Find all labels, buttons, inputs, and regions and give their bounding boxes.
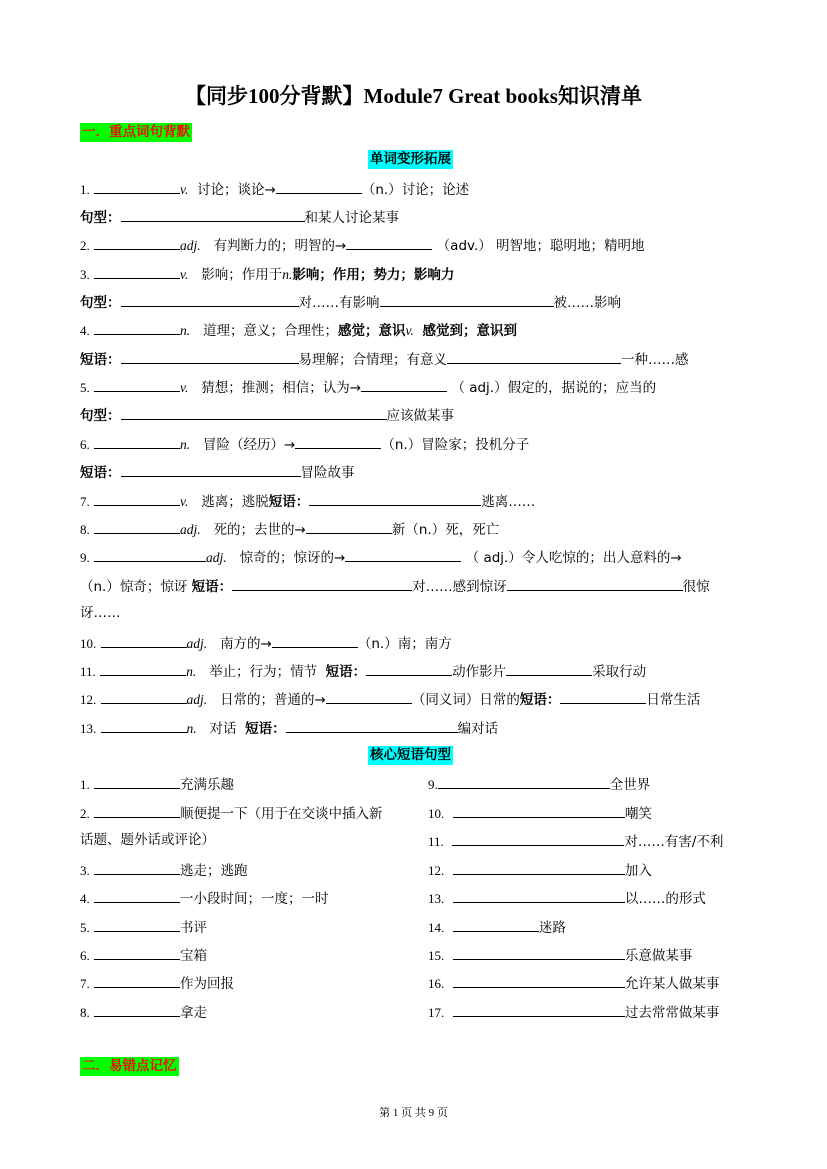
answer-blank[interactable] [121, 349, 299, 364]
phrase-item-10: 10. 嘲笑 [428, 803, 652, 823]
answer-blank[interactable] [101, 689, 187, 704]
subheading-core-phrases: 核心短语句型 [370, 747, 451, 763]
word-item-9: 9. adj. 惊奇的；惊讶的→ （ adj.）令人吃惊的；出人意料的→ [80, 547, 682, 567]
answer-blank[interactable] [506, 661, 592, 676]
answer-blank[interactable] [453, 888, 625, 903]
phrase-item-14: 14. 迷路 [428, 917, 566, 937]
answer-blank[interactable] [94, 803, 180, 818]
phrase-item-5: 5. 书评 [80, 917, 207, 937]
word-item-6: 6. n. 冒险（经历）→ （n.）冒险家；投机分子 [80, 434, 529, 454]
answer-blank[interactable] [121, 207, 305, 222]
phrase-item-7: 7. 作为回报 [80, 973, 234, 993]
answer-blank[interactable] [94, 264, 180, 279]
answer-blank[interactable] [309, 491, 481, 506]
answer-blank[interactable] [276, 179, 362, 194]
answer-blank[interactable] [94, 917, 180, 932]
answer-blank[interactable] [94, 1002, 180, 1017]
answer-blank[interactable] [94, 179, 180, 194]
word-item-10: 10. adj. 南方的→ （n.）南；南方 [80, 633, 452, 653]
word-item-8: 8. adj. 死的；去世的→ 新（n.）死，死亡 [80, 519, 499, 539]
answer-blank[interactable] [94, 491, 180, 506]
answer-blank[interactable] [272, 633, 358, 648]
answer-blank[interactable] [452, 831, 624, 846]
answer-blank[interactable] [94, 320, 180, 335]
phrase-item-1: 1. 充满乐趣 [80, 774, 234, 794]
page-title: 【同步100分背默】Module7 Great books知识清单 [185, 84, 642, 108]
answer-blank[interactable] [447, 349, 621, 364]
answer-blank[interactable] [94, 434, 180, 449]
answer-blank[interactable] [121, 405, 387, 420]
answer-blank[interactable] [453, 973, 625, 988]
word-item-3: 3. v. 影响；作用于n.影响；作用；势力；影响力 [80, 264, 454, 284]
phrase-4: 短语： 易理解；合情理；有意义 一种……感 [80, 349, 689, 369]
word-item-1: 1. v. 讨论；谈论→ （n.）讨论；论述 [80, 179, 469, 199]
answer-blank[interactable] [453, 803, 625, 818]
phrase-item-2: 2. 顺便提一下（用于在交谈中插入新 [80, 803, 383, 823]
sentence-pattern-5: 句型： 应该做某事 [80, 405, 454, 425]
word-item-2: 2. adj. 有判断力的；明智的→ （adv.） 明智地；聪明地；精明地 [80, 235, 645, 255]
phrase-item-12: 12. 加入 [428, 860, 652, 880]
phrase-6: 短语： 冒险故事 [80, 462, 355, 482]
answer-blank[interactable] [560, 689, 646, 704]
answer-blank[interactable] [438, 774, 610, 789]
answer-blank[interactable] [345, 547, 461, 562]
answer-blank[interactable] [94, 888, 180, 903]
answer-blank[interactable] [453, 1002, 625, 1017]
answer-blank[interactable] [94, 774, 180, 789]
answer-blank[interactable] [94, 973, 180, 988]
word-item-4: 4. n. 道理；意义；合理性；感觉；意识v. 感觉到；意识到 [80, 320, 517, 340]
answer-blank[interactable] [121, 462, 301, 477]
sentence-pattern-3: 句型： 对……有影响 被……影响 [80, 292, 621, 312]
answer-blank[interactable] [94, 519, 180, 534]
answer-blank[interactable] [101, 718, 187, 733]
sentence-pattern-1: 句型： 和某人讨论某事 [80, 207, 399, 227]
phrase-item-9: 9. 全世界 [428, 774, 650, 794]
section-heading-2: 二．易错点记忆 [82, 1058, 177, 1074]
answer-blank[interactable] [346, 235, 432, 250]
phrase-item-2-cont: 话题、题外话或评论） [80, 832, 215, 848]
answer-blank[interactable] [100, 661, 186, 676]
page-footer: 第 1 页 共 9 页 [379, 1107, 448, 1119]
answer-blank[interactable] [94, 377, 180, 392]
word-item-7: 7. v. 逃离；逃脱短语： 逃离…… [80, 491, 535, 511]
word-item-11: 11. n. 举止；行为；情节 短语： 动作影片 采取行动 [80, 661, 646, 681]
answer-blank[interactable] [306, 519, 392, 534]
section-heading-1: 一．重点词句背默 [82, 124, 190, 140]
phrase-item-4: 4. 一小段时间；一度；一时 [80, 888, 329, 908]
answer-blank[interactable] [94, 547, 206, 562]
word-item-5: 5. v. 猜想；推测；相信；认为→ （ adj.）假定的，据说的；应当的 [80, 377, 656, 397]
word-item-13: 13. n. 对话 短语： 编对话 [80, 718, 498, 738]
subheading-word-forms: 单词变形拓展 [370, 151, 451, 167]
phrase-item-16: 16. 允许某人做某事 [428, 973, 719, 993]
phrase-item-17: 17. 过去常常做某事 [428, 1002, 719, 1022]
phrase-item-6: 6. 宝箱 [80, 945, 207, 965]
answer-blank[interactable] [121, 292, 299, 307]
phrase-item-11: 11. 对……有害/不利 [428, 831, 723, 851]
answer-blank[interactable] [232, 576, 412, 591]
phrase-item-3: 3. 逃走；逃跑 [80, 860, 248, 880]
answer-blank[interactable] [453, 917, 539, 932]
answer-blank[interactable] [286, 718, 458, 733]
answer-blank[interactable] [453, 860, 625, 875]
phrase-item-13: 13. 以……的形式 [428, 888, 706, 908]
phrase-item-8: 8. 拿走 [80, 1002, 207, 1022]
item-number: 1. [80, 182, 90, 197]
answer-blank[interactable] [101, 633, 187, 648]
answer-blank[interactable] [361, 377, 447, 392]
answer-blank[interactable] [380, 292, 554, 307]
word-item-9-cont: （n.）惊奇；惊讶 短语： 对……感到惊讶 很惊 [80, 576, 710, 596]
answer-blank[interactable] [94, 945, 180, 960]
answer-blank[interactable] [326, 689, 412, 704]
answer-blank[interactable] [366, 661, 452, 676]
phrase-item-15: 15. 乐意做某事 [428, 945, 692, 965]
answer-blank[interactable] [94, 860, 180, 875]
answer-blank[interactable] [453, 945, 625, 960]
word-item-12: 12. adj. 日常的；普通的→ （同义词）日常的短语： 日常生活 [80, 689, 700, 709]
answer-blank[interactable] [295, 434, 381, 449]
answer-blank[interactable] [507, 576, 683, 591]
word-item-9-wrap: 讶…… [80, 605, 121, 621]
answer-blank[interactable] [94, 235, 180, 250]
